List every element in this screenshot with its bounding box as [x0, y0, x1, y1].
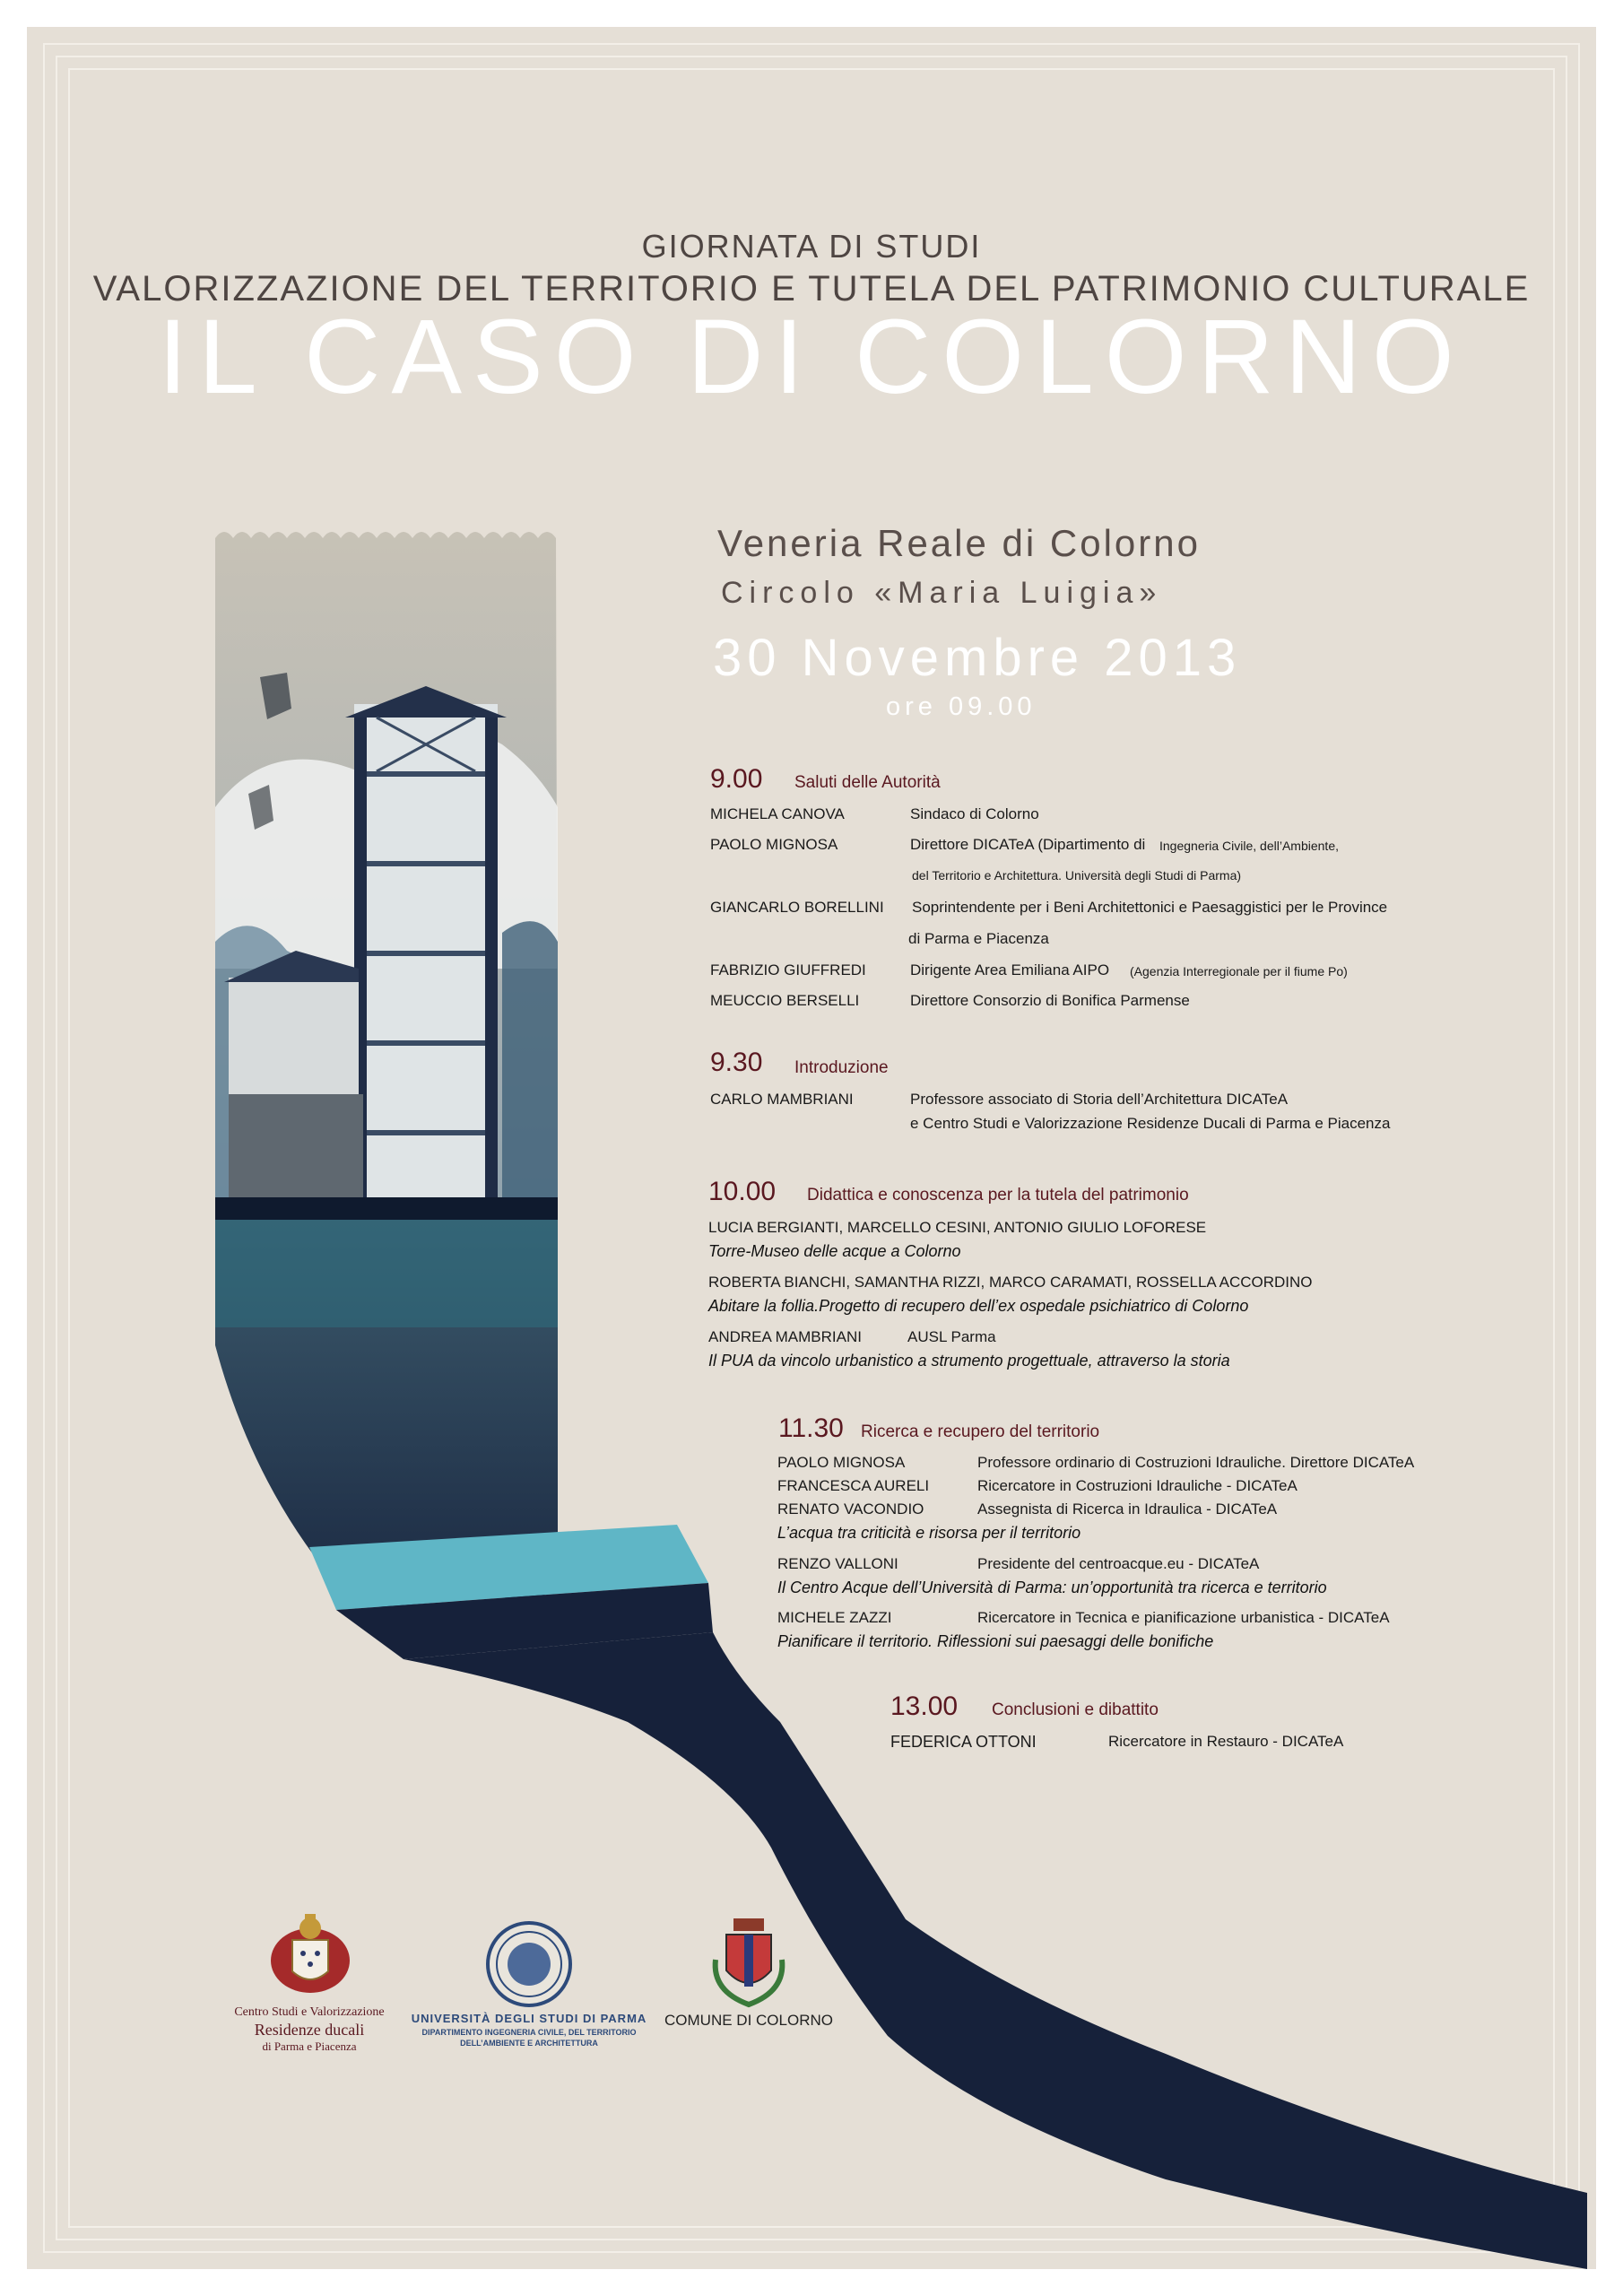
speaker-role: Presidente del centroacque.eu - DICATeA	[977, 1555, 1260, 1572]
logo3-label: COMUNE DI COLORNO	[664, 2012, 833, 2029]
session-time: 13.00	[890, 1692, 959, 1721]
speaker-name: FEDERICA OTTONI	[890, 1733, 1037, 1751]
speaker-name: CARLO MAMBRIANI	[710, 1091, 854, 1108]
speaker-role-detail: Ingegneria Civile, dell’Ambiente,	[1159, 839, 1339, 853]
event-title: IL CASO DI COLORNO	[158, 298, 1465, 416]
logo2-line1: UNIVERSITÀ DEGLI STUDI DI PARMA	[411, 2012, 647, 2025]
session-title: Ricerca e recupero del territorio	[861, 1422, 1100, 1441]
speaker-role: AUSL Parma	[907, 1328, 996, 1345]
tower-floor	[367, 1130, 485, 1135]
talk-title: L’acqua tra criticità e risorsa per il territorio	[777, 1524, 1081, 1542]
speaker-name: MICHELE ZAZZI	[777, 1609, 892, 1626]
speaker-name: MEUCCIO BERSELLI	[710, 992, 860, 1009]
speaker-name: RENZO VALLONI	[777, 1555, 898, 1572]
speaker-role: Direttore Consorzio di Bonifica Parmense	[910, 992, 1190, 1009]
tower-floor	[367, 861, 485, 866]
session-title: Introduzione	[794, 1058, 889, 1077]
speaker-role: Professore ordinario di Costruzioni Idrauliche. Direttore DICATeA	[977, 1454, 1415, 1471]
speaker-role: Sindaco di Colorno	[910, 805, 1039, 822]
event-date: 30 Novembre 2013	[713, 629, 1242, 687]
tower-body	[354, 704, 498, 1220]
speaker-role: Dirigente Area Emiliana AIPO	[910, 961, 1110, 978]
session-title: Saluti delle Autorità	[794, 773, 941, 792]
tower-floor	[367, 771, 485, 777]
logo1-line3: di Parma e Piacenza	[262, 2039, 357, 2053]
speaker-role-line2: di Parma e Piacenza	[908, 930, 1049, 947]
universita-parma-seal-logo	[484, 1919, 574, 2009]
speaker-role-line2: del Territorio e Architettura. Università degli Studi di Parma)	[912, 868, 1242, 883]
speaker-role: Ricercatore in Tecnica e pianificazione urbanistica - DICATeA	[977, 1609, 1390, 1626]
talk-title: Abitare la follia.Progetto di recupero dell’ex ospedale psichiatrico di Colorno	[708, 1297, 1249, 1315]
speaker-role: Soprintendente per i Beni Architettonici e Paesaggistici per le Province	[912, 899, 1388, 916]
tower-floor	[367, 951, 485, 956]
logo1-line2: Residenze ducali	[254, 2021, 365, 2039]
talk-title: Torre-Museo delle acque a Colorno	[708, 1242, 961, 1260]
talk-title: Pianificare il territorio. Riflessioni sui paesaggi delle bonifiche	[777, 1632, 1214, 1650]
speaker-role-line2: e Centro Studi e Valorizzazione Residenze Ducali di Parma e Piacenza	[910, 1115, 1391, 1132]
tower-right-wall	[485, 718, 498, 1220]
speaker-role: Ricercatore in Restauro - DICATeA	[1108, 1733, 1344, 1750]
session-time: 9.00	[710, 764, 763, 794]
talk-authors: LUCIA BERGIANTI, MARCELLO CESINI, ANTONIO GIULIO LOFORESE	[708, 1219, 1207, 1236]
speaker-name: FABRIZIO GIUFFREDI	[710, 961, 866, 978]
talk-authors: ROBERTA BIANCHI, SAMANTHA RIZZI, MARCO CARAMATI, ROSSELLA ACCORDINO	[708, 1274, 1313, 1291]
venue-place: Circolo «Maria Luigia»	[721, 576, 1163, 610]
speaker-name: FRANCESCA AURELI	[777, 1477, 930, 1494]
brush-handle	[404, 1632, 1587, 2269]
trees-right	[502, 921, 558, 1220]
session-time: 11.30	[778, 1413, 844, 1443]
session-title: Conclusioni e dibattito	[992, 1700, 1159, 1719]
side-building	[229, 978, 359, 1094]
comune-colorno-coat-of-arms-logo	[708, 1915, 789, 2013]
speaker-name: RENATO VACONDIO	[777, 1500, 924, 1518]
event-type: GIORNATA DI STUDI	[641, 228, 982, 265]
event-time: ore 09.00	[886, 692, 1037, 721]
session-title: Didattica e conoscenza per la tutela del patrimonio	[807, 1186, 1189, 1205]
speaker-name: PAOLO MIGNOSA	[710, 836, 838, 853]
speaker-role: Professore associato di Storia dell’Architettura DICATeA	[910, 1091, 1289, 1108]
logo1-line1: Centro Studi e Valorizzazione	[234, 2005, 385, 2019]
speaker-name: PAOLO MIGNOSA	[777, 1454, 906, 1471]
logo2-line2: DIPARTIMENTO INGEGNERIA CIVILE, DEL TERRITORIO	[421, 2028, 637, 2037]
event-subtitle: VALORIZZAZIONE DEL TERRITORIO E TUTELA DEL PATRIMONIO CULTURALE	[92, 269, 1531, 309]
talk-title: Il Centro Acque dell’Università di Parma: un’opportunità tra ricerca e territorio	[777, 1578, 1327, 1596]
session-time: 10.00	[708, 1177, 777, 1206]
speaker-role: Direttore DICATeA (Dipartimento di	[910, 836, 1146, 853]
residenze-ducali-crest-logo	[265, 1909, 355, 1998]
talk-title: Il PUA da vincolo urbanistico a strumento progettuale, attraverso la storia	[708, 1352, 1230, 1370]
talk-authors: ANDREA MAMBRIANI	[708, 1328, 862, 1345]
logo2-line3: DELL’AMBIENTE E ARCHITETTURA	[460, 2039, 598, 2048]
venue-name: Veneria Reale di Colorno	[717, 522, 1201, 564]
speaker-role: Ricercatore in Costruzioni Idrauliche - DICATeA	[977, 1477, 1298, 1494]
speaker-name: MICHELA CANOVA	[710, 805, 845, 822]
speaker-role-detail: (Agenzia Interregionale per il fiume Po)	[1130, 964, 1348, 978]
speaker-name: GIANCARLO BORELLINI	[710, 899, 884, 916]
tower-floor	[367, 1040, 485, 1046]
session-time: 9.30	[710, 1048, 763, 1077]
speaker-role: Assegnista di Ricerca in Idraulica - DICATeA	[977, 1500, 1278, 1518]
